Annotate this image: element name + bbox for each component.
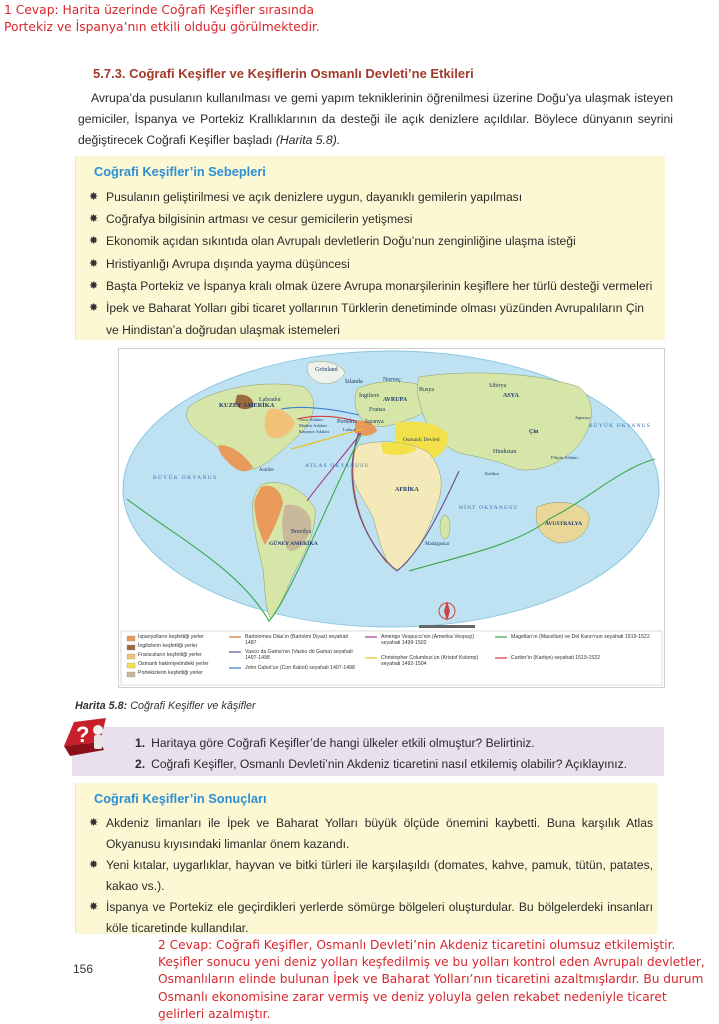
legend-swatch-portugal <box>127 672 135 677</box>
label-ottoman: Osmanlı Devleti <box>403 437 440 443</box>
bullet-icon: ✸ <box>89 235 99 248</box>
list-item: ✸ Hristiyanlığı Avrupa dışında yayma düşüncesi <box>88 253 653 275</box>
madagascar-landmass <box>440 515 450 539</box>
label-atlantic: ATLAS OKYANUSU <box>305 463 370 469</box>
label-south-america: GÜNEY AMERİKA <box>269 541 318 547</box>
bullet-icon: ✸ <box>89 191 99 203</box>
label-madagascar: Madagaskar <box>425 542 450 547</box>
questions-list <box>135 733 627 775</box>
legend-route-cabot: John Cabot’un (Con Kabot) seyahati 1497-1498 <box>245 665 355 671</box>
label-iceland: İzlanda <box>345 379 363 385</box>
map-caption <box>75 700 256 712</box>
label-spain: İspanya <box>365 419 384 425</box>
legend-area-spain: İspanyolların keşfettiği yerler <box>138 634 204 640</box>
list-item: ✸ Başta Portekiz ve İspanya kralı olmak üzere Avrupa monarşilerinin keşiflere her türlü desteği vermeleri <box>88 275 653 297</box>
causes-box <box>75 156 665 340</box>
legend-swatch-ottoman <box>127 663 135 668</box>
bullet-icon: ✸ <box>89 279 99 292</box>
legend-area-ottoman: Osmanlı hakimiyetindeki yerler <box>138 661 209 667</box>
list-item: ✸ İspanya ve Portekiz ele geçirdikleri yerlerde sömürge bölgeleri oluşturdular. Bu bölgelerdeki insanları köle ticaretinde kullandılar. <box>88 897 653 939</box>
intro-text: Avrupa’da pusulanın kullanılması ve gemi yapım tekniklerinin öğrenilmesi üzerine Doğu’ya ulaşmak isteyen gemiciler, İspanya ve Portekiz Krallıklarının da desteği ile açık denizlere açıldılar. Böylece dünyanın seyrini değiştirecek Coğrafi Keşifler başladı <box>78 91 673 147</box>
label-portugal: Portekiz <box>337 419 357 425</box>
results-box <box>75 783 658 934</box>
question-item: 2. Coğrafi Keşifler, Osmanlı Devleti’nin Akdeniz ticaretini nasıl etkilemiş olabilir? Açıklayınız. <box>135 757 627 771</box>
bullet-icon: ✸ <box>89 859 99 871</box>
results-list <box>88 813 653 939</box>
caption-label: Harita 5.8: <box>75 700 128 712</box>
label-madeira: Madeir Adaları <box>299 423 327 428</box>
section-title: 5.7.3. Coğrafi Keşifler ve Keşiflerin Osmanlı Devleti’ne Etkileri <box>93 66 474 81</box>
causes-list <box>88 186 653 341</box>
legend-route-vespucci: Amerigo Vespucci’nin (Amerika Vespuçi) seyahati 1499-1502 <box>381 634 475 646</box>
legend-route-gama: Vasco da Gama’nın (Vasko dö Gama) seyahati 1497-1498 <box>245 649 353 661</box>
list-item: ✸ Pusulanın geliştirilmesi ve açık denizlere uygun, dayanıklı gemilerin yapılması <box>88 186 653 208</box>
bullet-icon: ✸ <box>89 257 99 270</box>
answer-2-note: 2 Cevap: Coğrafi Keşifler, Osmanlı Devleti’nin Akdeniz ticaretini olumsuz etkilemiştir. Keşifler sonucu yeni deniz yolları keşfedilmiş ve bu yolları kontrol eden Avrupalı devletler, Osmanlıların elinde bulunan İpek ve Baharat Yolları’nın ticaretini azaltmışlardır. Bu durum Osmanlı ekonomisine zarar vermiş ve deniz yoluyla gelen rekabet nedeniyle ticaret gelirleri azalmıştır. <box>158 938 705 1021</box>
legend-route-cartier: Cartier’in (Kartiye) seyahati 1519-1522 <box>511 655 601 661</box>
label-siberia: Sibirya <box>489 383 507 389</box>
label-canary: Kanarya Adaları <box>299 429 330 434</box>
label-greenland: Grönland <box>315 367 338 373</box>
label-brazil: Brezilya <box>291 529 312 535</box>
svg-text:?: ? <box>76 722 90 747</box>
bullet-icon: ✸ <box>89 901 99 913</box>
legend-swatch-england <box>127 645 135 650</box>
label-pacific-east: BÜYÜK OKYANUS <box>589 423 651 429</box>
label-norway: Norveç <box>383 377 401 383</box>
label-philippines: Filipin Adaları <box>551 455 578 460</box>
page-number: 156 <box>73 962 94 976</box>
legend-swatch-spain <box>127 636 135 641</box>
label-australia: AVUSTRALYA <box>545 521 583 527</box>
label-pacific-west: BÜYÜK OKYANUS <box>153 475 218 481</box>
legend-area-portugal: Portekizlerin keşfettiği yerler <box>138 670 203 676</box>
list-item: ✸ İpek ve Baharat Yolları gibi ticaret yollarının Türklerin denetiminde olması yüzünden Avrupalıların Çin ve Hindistan’a doğrudan ulaşmak istemeleri <box>88 297 653 341</box>
legend-route-dias: Bartolomeu Dias’ın (Bartolmi Diyaz) seyahati 1487 <box>245 634 348 646</box>
bullet-icon: ✸ <box>89 213 99 226</box>
label-asia: ASYA <box>503 393 519 399</box>
caption-text: Coğrafi Keşifler ve kâşifler <box>130 700 256 712</box>
legend-route-columbus: Christopher Columbus’un (Kristof Kolomp) seyahati 1492-1504 <box>381 655 479 667</box>
list-item: ✸ Yeni kıtalar, uygarlıklar, hayvan ve bitki türleri ile karşılaşıldı (domates, kahve, pamuk, tütün, patates, kakao vs.). <box>88 855 653 897</box>
causes-title: Coğrafi Keşifler’in Sebepleri <box>94 164 266 179</box>
legend-swatch-france <box>127 654 135 659</box>
label-africa: AFRİKA <box>395 487 419 493</box>
label-russia: Rusya <box>419 387 434 393</box>
question-mark-icon <box>60 716 112 760</box>
answer-1-note: 1 Cevap: Harita üzerinde Coğrafi Keşifler sırasında Portekiz ve İspanya’nın etkili olduğu görülmektedir. <box>4 3 320 34</box>
label-north-america: KUZEY AMERİKA <box>219 402 275 409</box>
label-japan: Japonya <box>575 415 591 420</box>
label-lisbon: Lizbon <box>343 427 357 432</box>
label-antilles: Antiller <box>259 468 274 473</box>
legend-area-england: İngilizlerin keşfettiği yerler <box>138 643 198 649</box>
label-india: Hindistan <box>493 449 517 455</box>
discoveries-map <box>118 348 665 688</box>
label-china: Çin <box>529 429 539 435</box>
bullet-icon: ✸ <box>89 302 99 315</box>
list-item: ✸ Ekonomik açıdan sıkıntıda olan Avrupalı devletlerin Doğu’nun zenginliğine ulaşma isteği <box>88 230 653 252</box>
label-indian: HİNT OKYANUSU <box>459 505 519 511</box>
scale-bar <box>419 625 475 628</box>
intro-paragraph <box>78 88 673 151</box>
question-item: 1. Haritaya göre Coğrafi Keşifler’de hangi ülkeler etkili olmuştur? Belirtiniz. <box>135 736 535 750</box>
label-labrador: Labrador <box>259 397 281 403</box>
legend-area-france: Fransızların keşfettiği yerler <box>138 652 202 658</box>
list-item: ✸ Akdeniz limanları ile İpek ve Baharat Yolları büyük ölçüde önemini kaybetti. Buna karşılık Atlas Okyanusu kıyısındaki limanlar önem kazandı. <box>88 813 653 855</box>
label-calicut: Kalikut <box>485 471 499 476</box>
label-azores: Azor Adaları <box>299 417 323 422</box>
list-item: ✸ Coğrafya bilgisinin artması ve cesur gemicilerin yetişmesi <box>88 208 653 230</box>
label-england: İngiltere <box>359 393 380 399</box>
legend-route-magellan: Magellan’ın (Macellan) ve Del Kano’nun seyahati 1519-1522 <box>511 634 650 640</box>
results-title: Coğrafi Keşifler’in Sonuçları <box>94 791 267 806</box>
label-europe: AVRUPA <box>383 397 408 403</box>
bullet-icon: ✸ <box>89 817 99 829</box>
intro-map-ref: (Harita 5.8). <box>275 133 341 147</box>
label-france: Fransa <box>369 407 385 413</box>
